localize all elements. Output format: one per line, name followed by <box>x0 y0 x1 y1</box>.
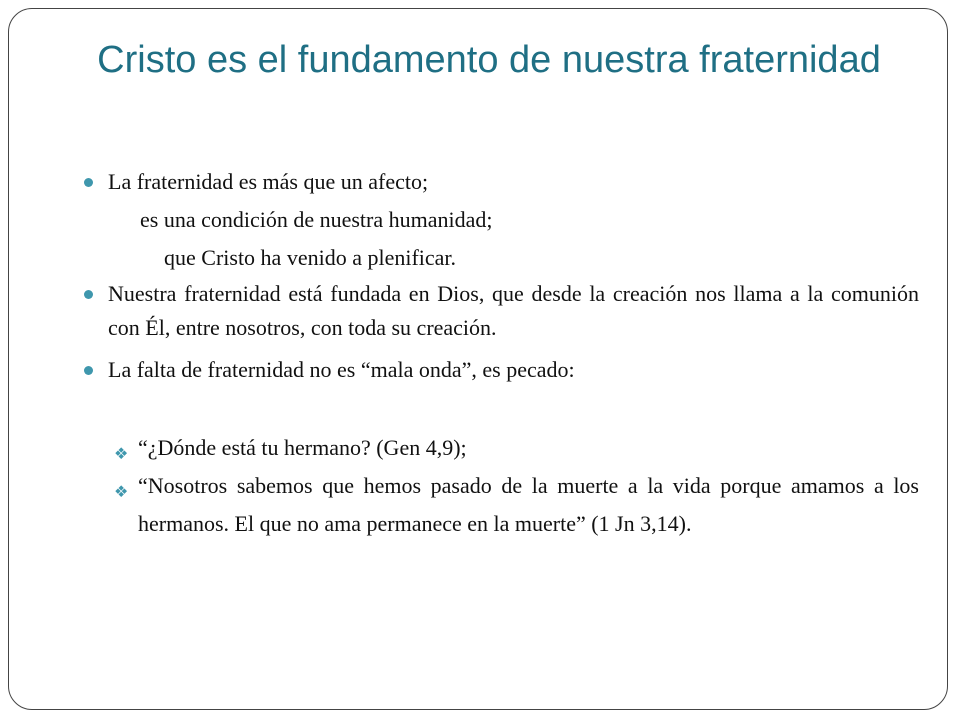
round-bullet-icon <box>84 366 93 375</box>
bullet-item <box>84 277 919 345</box>
bullet-item <box>84 163 919 201</box>
bullet-continuation-line: es una condición de nuestra humanidad; <box>140 207 493 232</box>
slide-title: Cristo es el fundamento de nuestra fraternidad <box>97 39 881 81</box>
diamond-bullet-icon: ❖ <box>114 482 129 501</box>
bullet-text: La falta de fraternidad no es “mala onda”, es pecado: <box>108 357 575 382</box>
slide-body <box>84 163 919 543</box>
subbullet-text: “¿Dónde está tu hermano? (Gen 4,9); <box>138 435 467 460</box>
round-bullet-icon <box>84 290 93 299</box>
bullet-continuation-line: que Cristo ha venido a plenificar. <box>164 245 457 270</box>
diamond-bullet-icon: ❖ <box>114 444 129 463</box>
subbullet-item <box>84 467 919 543</box>
subbullet-text: “Nosotros sabemos que hemos pasado de la muerte a la vida porque amamos a los hermanos. El que no ama permanece en la muerte” (1 Jn 3,14). <box>138 473 919 536</box>
bullet-line: La fraternidad es más que un afecto; <box>108 169 429 194</box>
spacer <box>84 389 919 429</box>
slide-frame <box>8 8 948 710</box>
bullet-item <box>84 351 919 389</box>
bullet-text: Nuestra fraternidad está fundada en Dios, que desde la creación nos llama a la comunión con Él, entre nosotros, con toda su creación. <box>108 281 919 340</box>
subbullet-item <box>84 429 919 467</box>
round-bullet-icon <box>84 178 93 187</box>
